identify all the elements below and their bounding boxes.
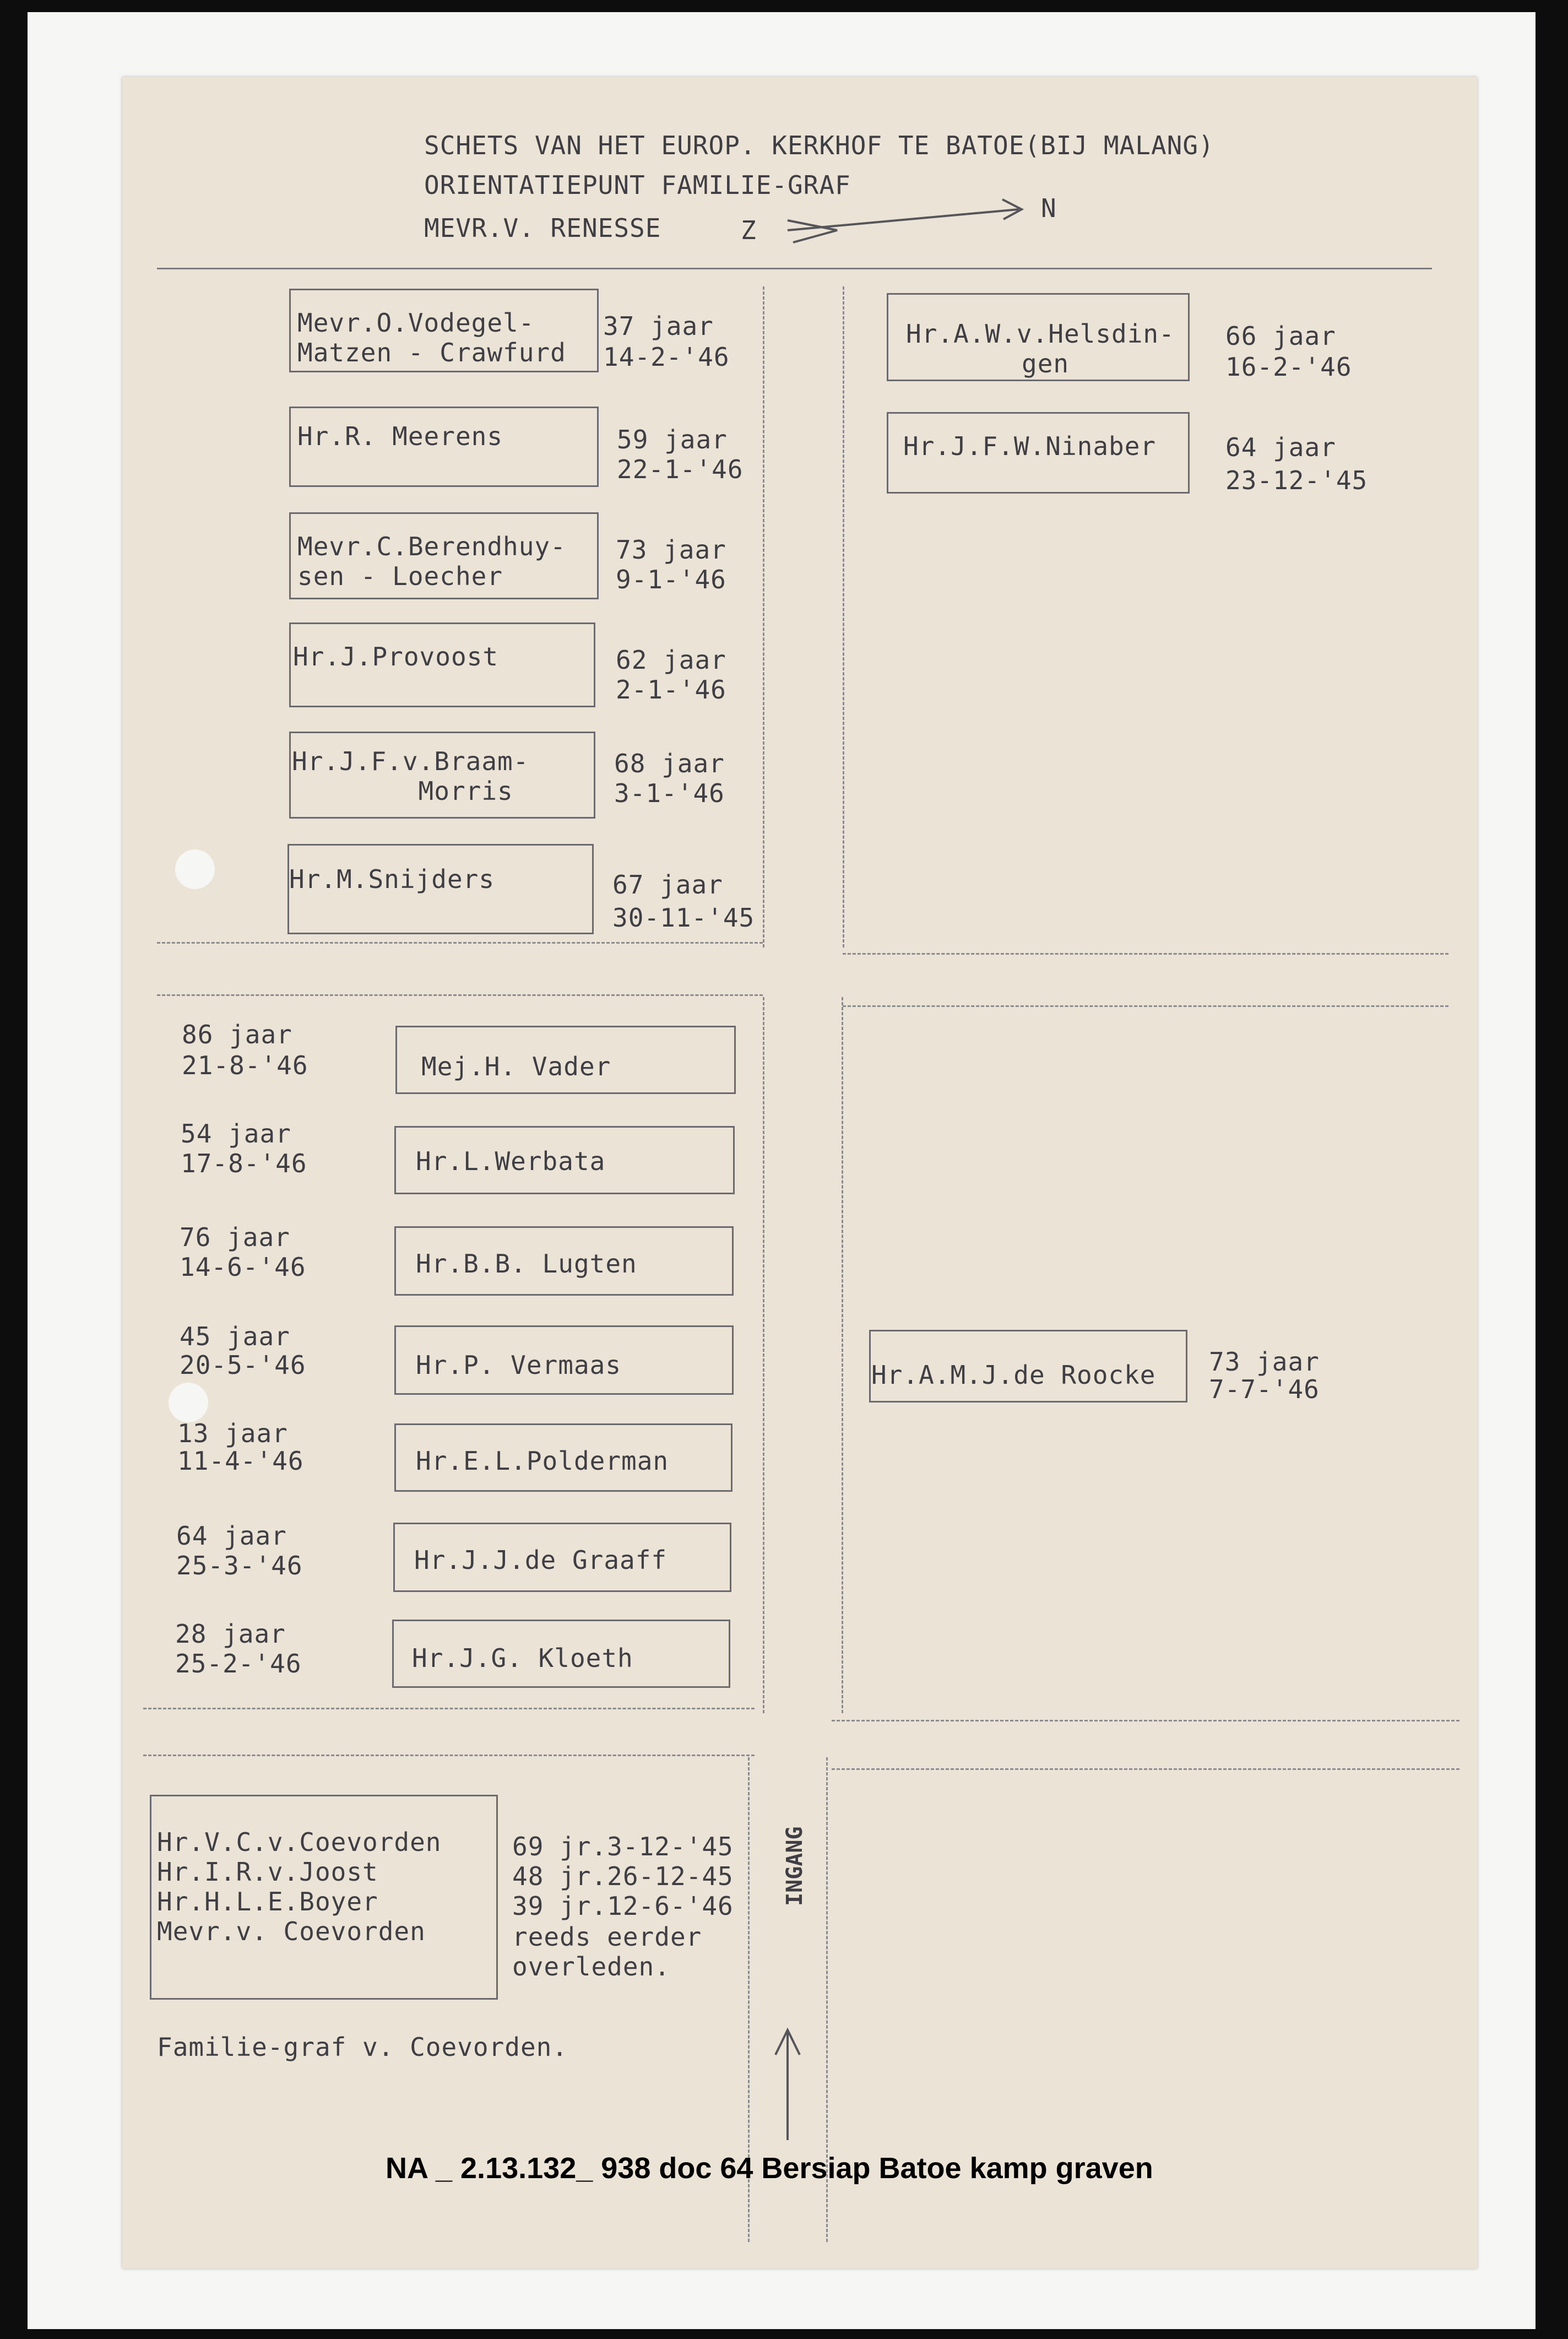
grave-name: Hr.J.G. Kloeth — [412, 1643, 633, 1673]
grave-name: Mevr.C.Berendhuy- — [297, 532, 566, 561]
path-line-right — [842, 997, 843, 1713]
family-grave-caption: Familie-graf v. Coevorden. — [157, 2032, 568, 2062]
path-line-bottom — [843, 1005, 1448, 1007]
grave-name: Hr.R. Meerens — [297, 421, 503, 451]
grave-age: 76 jaar — [180, 1222, 290, 1252]
header-orientation: ORIENTATIEPUNT FAMILIE-GRAF — [424, 170, 851, 200]
header-orientation-name: MEVR.V. RENESSE — [424, 213, 661, 243]
grave-name: Hr.L.Werbata — [416, 1146, 606, 1176]
grave-date: 9-1-'46 — [616, 565, 726, 594]
family-grave-detail: 69 jr.3-12-'45 — [512, 1832, 734, 1861]
compass-arrow-icon — [788, 199, 1022, 242]
grave-date: 30-11-'45 — [612, 903, 755, 933]
entrance-arrow-icon — [775, 2030, 800, 2140]
grave-date: 25-2-'46 — [175, 1649, 302, 1679]
path-line-bottom — [157, 994, 763, 996]
grave-name: Hr.B.B. Lugten — [416, 1249, 637, 1279]
grave-name: Mevr.O.Vodegel- — [297, 308, 535, 338]
grave-age: 73 jaar — [1209, 1347, 1320, 1377]
family-grave-detail: 48 jr.26-12-45 — [512, 1861, 734, 1891]
path-line-left — [763, 997, 764, 1713]
grave-name: Hr.J.F.W.Ninaber — [903, 431, 1157, 461]
grave-name: Hr.J.Provoost — [293, 642, 499, 672]
entrance-label: INGANG — [782, 1826, 807, 1906]
grave-age: 64 jaar — [1225, 432, 1336, 462]
path-line-bottom — [143, 1755, 755, 1756]
grave-name: Hr.A.W.v.Helsdin- — [906, 319, 1175, 349]
grave-age: 59 jaar — [617, 425, 728, 454]
grave-date: 17-8-'46 — [181, 1149, 307, 1178]
path-line-top — [843, 953, 1448, 955]
grave-name: Hr.E.L.Polderman — [416, 1446, 669, 1476]
grave-date: 14-2-'46 — [603, 342, 730, 372]
grave-name: Matzen - Crawfurd — [297, 338, 566, 367]
compass-north: N — [1041, 193, 1057, 223]
grave-age: 73 jaar — [616, 535, 726, 565]
grave-date: 7-7-'46 — [1209, 1374, 1320, 1404]
grave-date: 25-3-'46 — [176, 1551, 303, 1580]
path-line-top — [832, 1720, 1460, 1721]
grave-name: Hr.J.J.de Graaff — [414, 1545, 668, 1575]
grave-age: 13 jaar — [177, 1418, 288, 1448]
archive-caption: NA _ 2.13.132_ 938 doc 64 Bersiap Batoe kamp graven — [386, 2152, 1153, 2185]
grave-date: 14-6-'46 — [180, 1252, 306, 1282]
family-grave-detail: reeds eerder — [512, 1922, 702, 1952]
grave-name: Hr.P. Vermaas — [416, 1350, 622, 1380]
path-line-left — [763, 286, 764, 947]
grave-name: Hr.A.M.J.de Roocke — [871, 1360, 1156, 1390]
grave-date: 21-8-'46 — [182, 1051, 308, 1080]
grave-age: 37 jaar — [603, 311, 714, 341]
family-grave-name: Mevr.v. Coevorden — [157, 1916, 426, 1946]
grave-age: 62 jaar — [616, 645, 726, 675]
grave-age: 68 jaar — [614, 749, 725, 778]
path-line-right — [843, 286, 844, 947]
grave-age: 86 jaar — [182, 1020, 292, 1049]
family-grave-detail: 39 jr.12-6-'46 — [512, 1891, 734, 1921]
header-divider — [157, 268, 1432, 269]
grave-date: 23-12-'45 — [1225, 465, 1368, 495]
header-title: SCHETS VAN HET EUROP. KERKHOF TE BATOE(BIJ MALANG) — [424, 131, 1214, 160]
grave-name: Hr.J.F.v.Braam- — [292, 746, 529, 776]
family-grave-name: Hr.I.R.v.Joost — [157, 1857, 378, 1887]
grave-date: 16-2-'46 — [1225, 352, 1352, 382]
grave-age: 28 jaar — [175, 1619, 286, 1649]
path-line-bottom — [832, 1768, 1460, 1770]
grave-age: 45 jaar — [180, 1322, 290, 1351]
grave-date: 11-4-'46 — [177, 1446, 304, 1476]
grave-name: gen — [1022, 349, 1070, 378]
grave-date: 20-5-'46 — [180, 1350, 306, 1380]
grave-date: 3-1-'46 — [614, 778, 725, 808]
grave-name: Hr.M.Snijders — [289, 864, 495, 894]
grave-age: 64 jaar — [176, 1521, 287, 1551]
grave-date: 22-1-'46 — [617, 454, 744, 484]
compass-south: Z — [741, 215, 757, 245]
grave-name: Mej.H. Vader — [421, 1052, 611, 1081]
grave-age: 54 jaar — [181, 1119, 291, 1149]
path-line-top — [157, 942, 763, 944]
path-line-top — [143, 1708, 755, 1709]
family-grave-name: Hr.H.L.E.Boyer — [157, 1887, 378, 1916]
grave-name: sen - Loecher — [297, 561, 503, 591]
family-grave-detail: overleden. — [512, 1952, 670, 1981]
grave-date: 2-1-'46 — [616, 675, 726, 705]
grave-age: 67 jaar — [612, 870, 723, 900]
grave-name: Morris — [292, 776, 513, 806]
grave-age: 66 jaar — [1225, 321, 1336, 351]
family-grave-name: Hr.V.C.v.Coevorden — [157, 1827, 442, 1857]
